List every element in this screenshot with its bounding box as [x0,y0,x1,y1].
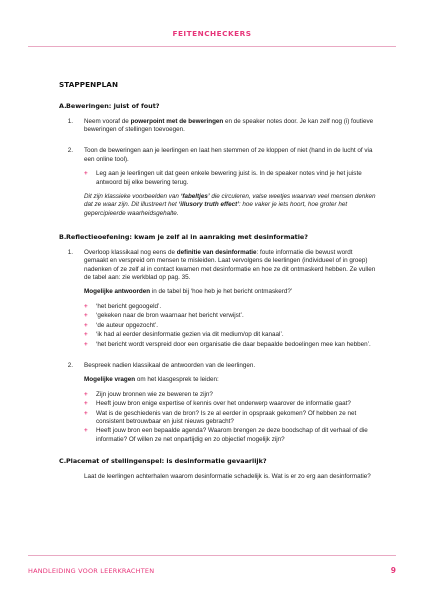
list-item [84,391,377,399]
step-text-bold: powerpoint met de beweringen [130,117,224,125]
list-item-text: ‘het bericht wordt verspreid door een organisatie die daar bepaalde bedoelingen mee kan hebben’. [96,340,371,348]
list-item [84,322,377,330]
list-item [84,170,377,187]
section-a-step-2 [59,147,377,224]
step-text-part: Neem vooraf de [84,117,131,125]
plus-bullet-icon: + [84,331,88,339]
section-c-title [59,457,377,466]
section-a [59,102,377,224]
main-content [59,80,377,481]
list-item-text: Leg aan je leerlingen uit dat geen enkele bewering juist is. In de speaker notes vind je het juiste antwoord bij elke bewering terug. [96,170,362,186]
questions-intro-rest: om het klasgesprek te leiden: [135,376,219,384]
footer-title [28,567,154,575]
list-item [84,410,377,427]
section-b-step-1 [59,249,377,355]
questions-list [84,391,377,444]
step-number: 1. [67,117,73,125]
list-item-text: ‘ik had al eerder desinformatie gezien via dit medium/op dit kanaal’. [96,331,284,339]
section-b-title-text: Reflectieoefening: kwam je zelf al in aanraking met desinformatie? [66,233,308,242]
section-a-letter: A. [59,102,67,110]
plus-bullet-icon: + [84,390,88,398]
plus-bullet-icon: + [84,409,88,417]
footer-title-main: HANDLEIDING [28,567,76,575]
plus-bullet-icon: + [84,427,88,435]
section-c-letter: C. [59,457,67,466]
plus-bullet-icon: + [84,321,88,329]
note-bold: ‘illusory truth effect’ [178,201,239,209]
note-part: : hoe vaker je iets hoort, hoe groter het gepercipieerde waarheidsgehalte. [84,201,348,217]
list-item-text: Heeft jouw bron een bepaalde agenda? Waarom brengen ze deze boodschap of dit verhaal of die informatie? Of willen ze net onpartijdig en zo objectief mogelijk zijn? [96,427,368,443]
list-item [84,331,377,339]
step-number: 2. [67,361,73,369]
step-text: Toon de beweringen aan je leerlingen en laat hen stemmen of ze kloppen of niet (hand in de lucht of via een online tool). [84,147,373,163]
page-number: 9 [390,566,396,575]
list-item [84,303,377,311]
plus-bullet-icon: + [84,170,88,178]
section-b-title [59,233,377,242]
list-item-text: ‘de auteur opgezocht’. [96,321,158,329]
list-item-text: Zijn jouw bronnen wie ze beweren te zijn? [96,390,213,398]
questions-intro [84,376,377,384]
step-number: 1. [67,248,73,256]
plus-bullet-icon: + [84,340,88,348]
step-text [84,249,377,283]
step-text-part: Overloop klassikaal nog eens de [84,248,177,256]
section-b-letter: B. [59,233,67,242]
page-header-title: FEITENCHECKERS [172,29,252,38]
step-text-bold: definitie van desinformatie [176,248,257,256]
list-item-text: ‘het bericht gegoogeld’. [96,302,162,310]
list-item [84,312,377,320]
section-a-title-text: Beweringen: juist of fout? [66,102,160,110]
page-heading: STAPPENPLAN [59,80,119,89]
note-bold: ‘fabeltjes’ [180,193,210,201]
list-item [84,400,377,408]
plus-bullet-icon: + [84,400,88,408]
section-b [59,233,377,450]
bullet-list [84,170,377,187]
plus-bullet-icon: + [84,302,88,310]
answers-intro-rest: in de tabel bij ‘hoe heb je het bericht ontmaskerd?’ [150,288,293,296]
list-item-text: Wat is de geschiedenis van de bron? Is ze al eerder in opspraak gekomen? Of hebben ze net consistent betrouwbaar en juist nieuws gebracht? [96,409,357,425]
note-part: die circuleren, valse weetjes waarvan veel mensen denken dat ze waar zijn. Dit illustreert het [84,193,376,209]
answers-intro [84,288,377,296]
questions-intro-bold: Mogelijke vragen [84,376,136,384]
list-item [84,427,377,444]
step-text [84,118,377,135]
list-item-text: ‘gekeken naar de bron waarnaar het bericht verwijst’. [96,312,244,320]
header-divider [28,46,396,47]
section-c-title-text: Placemat of stellingenspel: is desinformatie gevaarlijk? [66,457,267,466]
step-text: Bespreek nadien klassikaal de antwoorden van de leerlingen. [84,361,256,369]
note-part: Dit zijn klassieke voorbeelden van [84,193,181,201]
section-a-title [59,102,377,111]
step-text-part: : foute informatie die bewust wordt gemaakt en verspreid om mensen te misleiden. Laat vervolgens de leerlingen (individueel of in groep) nadenken of ze zelf al in contact kwamen met desinformatie en hoe ze dit ontmaskerd hebben. Ze vullen de tabel aan: zie werkblad op pag. 35. [84,248,376,282]
step-text-part: en de speaker notes door. Je kan zelf nog (i) foutieve beweringen of stellingen toevoegen. [84,117,374,133]
section-b-step-2 [59,362,377,450]
plus-bullet-icon: + [84,312,88,320]
section-a-step-1 [59,118,377,141]
list-item [84,341,377,349]
step-number: 2. [67,147,73,155]
answers-list [84,303,377,349]
italic-note [84,193,377,218]
section-c-text: Laat de leerlingen achterhalen waarom desinformatie schadelijk is. Wat is er zo erg aan desinformatie? [84,472,371,480]
footer-title-rest: VOOR LEERKRACHTEN [75,567,155,575]
footer-divider [28,555,396,556]
answers-intro-bold: Mogelijke antwoorden [84,288,151,296]
section-c [59,457,377,481]
list-item-text: Heeft jouw bron enige expertise of kennis over het onderwerp waarover de informatie gaat? [96,400,351,408]
